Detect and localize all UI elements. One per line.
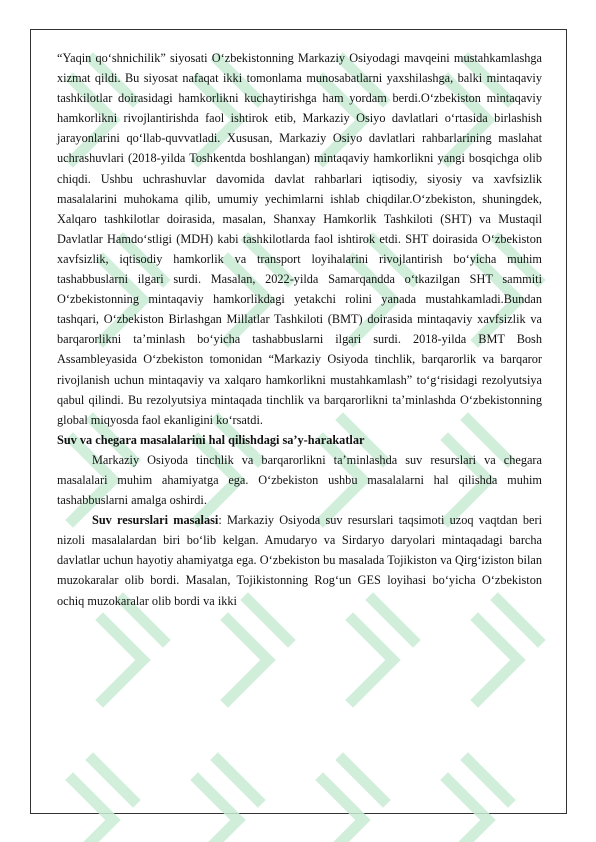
paragraph-regional-cooperation: “Yaqin qo‘shnichilik” siyosati O‘zbekistonning Markaziy Osiyodagi mavqeini mustahkamlashga xizmat qildi. Bu siyosat nafaqat ikki tomonlama munosabatlarni yaxshilashga, balki mintaqaviy tashkilotlar doirasidagi hamkorlikni kuchaytirishga ham yordam berdi.O‘zbekiston mintaqaviy hamkorlikni rivojlantirishda faol ishtirok etib, Markaziy Osiyo davlatlari o‘rtasida birlashish jarayonlarini qo‘llab-quvvatladi. Xususan, Markaziy Osiyo davlatlari rahbarlarining maslahat uchrashuvlari (2018-yilda Toshkentda boshlangan) mintaqaviy hamkorlikni yangi bosqichga olib chiqdi. Ushbu uchrashuvlar davomida davlat rahbarlari iqtisodiy, siyosiy va xavfsizlik masalalarini muhokama qilib, umumiy yechimlarni ishlab chiqdilar.O‘zbekiston, shuningdek, Xalqaro tashkilotlar doirasida, masalan, Shanxay Hamkorlik Tashkiloti (SHT) va Mustaqil Davlatlar Hamdo‘stligi (MDH) kabi tashkilotlarda faol ishtirok etdi. SHT doirasida O‘zbekiston xavfsizlik, iqtisodiy hamkorlik va transport loyihalarini rivojlantirish bo‘yicha muhim tashabbuslarni ilgari surdi. Masalan, 2022-yilda Samarqandda o‘tkazilgan SHT sammiti O‘zbekistonning mintaqaviy hamkorlikdagi yetakchi rolini yanada mustahkamladi.Bundan tashqari, O‘zbekiston Birlashgan Millatlar Tashkiloti (BMT) doirasida mintaqaviy xavfsizlik va barqarorlikni ta’minlash bo‘yicha tashabbuslarni ilgari surdi. 2018-yilda BMT Bosh Assambleyasida O‘zbekiston tomonidan “Markaziy Osiyoda tinchlik, barqarorlik va barqaror rivojlanish uchun mintaqaviy va xalqaro hamkorlikni mustahkamlash” to‘g‘risidagi rezolyutsiya qabul qilindi. Bu rezolyutsiya mintaqada tinchlik va barqarorlikni ta’minlashda O‘zbekistonning global miqyosda faol ekanligini ko‘rsatdi.	[57, 51, 542, 427]
paragraph-water-resources	[57, 510, 542, 610]
paragraph-water-border-intro: Markaziy Osiyoda tinchlik va barqarorlikni ta’minlashda suv resurslari va chegara masalalari muhim ahamiyatga ega. O‘zbekiston ushbu masalalarni hal qilishda muhim tashabbuslarni amalga oshirdi.	[57, 452, 542, 508]
document-body	[57, 48, 542, 611]
water-resources-term: Suv resurslari masalasi	[92, 513, 219, 528]
water-resources-text: : Markaziy Osiyoda suv resurslari taqsimoti uzoq vaqtdan beri nizoli masalalardan biri bo‘lib kelgan. Amudaryo va Sirdaryo daryolari mintaqadagi barcha davlatlar uchun hayotiy ahamiyatga ega. O‘zbekiston bu masalada Tojikiston va Qirg‘iziston bilan muzokaralar olib bordi. Masalan, Tojikistonning Rog‘un GES loyihasi bo‘yicha O‘zbekiston ochiq muzokaralar olib bordi va ikki	[57, 513, 542, 608]
section-heading: Suv va chegara masalalarini hal qilishdagi sa’y-harakatlar	[57, 432, 365, 447]
